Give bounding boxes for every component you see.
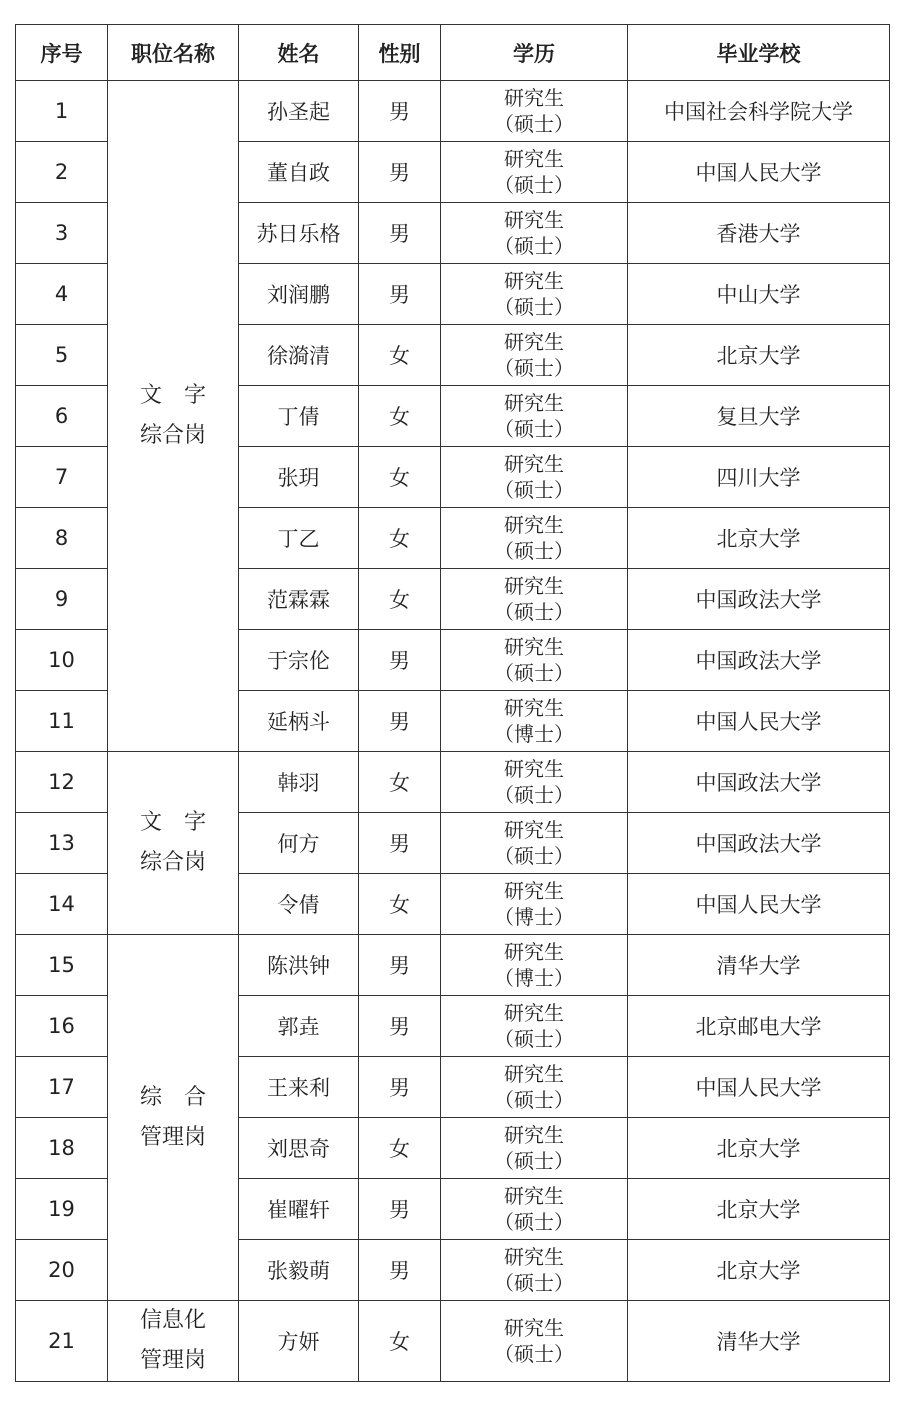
education-level: （硕士） (494, 1088, 574, 1112)
education-level: （硕士） (494, 234, 574, 258)
education-degree: 研究生 (504, 147, 564, 171)
header-index: 序号 (16, 25, 108, 81)
row-index: 16 (16, 996, 108, 1057)
position-line-1: 综 合 (139, 1084, 206, 1110)
education-level: （硕士） (494, 356, 574, 380)
table-row (16, 935, 890, 996)
row-education (441, 691, 628, 752)
row-name: 韩羽 (239, 752, 359, 813)
row-education (441, 1179, 628, 1240)
row-school: 中国人民大学 (628, 874, 890, 935)
row-index: 21 (16, 1301, 108, 1382)
row-gender: 女 (359, 447, 441, 508)
row-name: 丁乙 (239, 508, 359, 569)
row-school: 中国政法大学 (628, 569, 890, 630)
row-education (441, 81, 628, 142)
row-index: 8 (16, 508, 108, 569)
row-index: 20 (16, 1240, 108, 1301)
header-position: 职位名称 (108, 25, 239, 81)
education-degree: 研究生 (504, 635, 564, 659)
row-education (441, 325, 628, 386)
row-name: 何方 (239, 813, 359, 874)
row-education (441, 752, 628, 813)
education-degree: 研究生 (504, 1316, 564, 1340)
education-level: （硕士） (494, 417, 574, 441)
education-level: （硕士） (494, 173, 574, 197)
row-name: 刘思奇 (239, 1118, 359, 1179)
row-school: 中国人民大学 (628, 142, 890, 203)
position-line-1: 文 字 (139, 810, 206, 835)
education-degree: 研究生 (504, 513, 564, 537)
row-school: 中国政法大学 (628, 752, 890, 813)
table-row (16, 81, 890, 142)
table-header-row (16, 25, 890, 81)
row-index: 14 (16, 874, 108, 935)
row-school: 中国人民大学 (628, 1057, 890, 1118)
row-school: 清华大学 (628, 935, 890, 996)
row-index: 12 (16, 752, 108, 813)
row-school: 北京大学 (628, 508, 890, 569)
row-school: 中山大学 (628, 264, 890, 325)
education-degree: 研究生 (504, 940, 564, 964)
row-gender: 男 (359, 996, 441, 1057)
header-education: 学历 (441, 25, 628, 81)
row-name: 董自政 (239, 142, 359, 203)
row-gender: 女 (359, 874, 441, 935)
position-line-1: 文 字 (139, 383, 206, 408)
row-education (441, 569, 628, 630)
row-education (441, 1301, 628, 1382)
row-gender: 女 (359, 569, 441, 630)
row-index: 2 (16, 142, 108, 203)
row-education (441, 1240, 628, 1301)
education-degree: 研究生 (504, 879, 564, 903)
table-row (16, 752, 890, 813)
row-education (441, 386, 628, 447)
row-name: 徐漪清 (239, 325, 359, 386)
row-name: 令倩 (239, 874, 359, 935)
row-gender: 男 (359, 1240, 441, 1301)
row-gender: 男 (359, 813, 441, 874)
row-index: 11 (16, 691, 108, 752)
row-education (441, 508, 628, 569)
header-school: 毕业学校 (628, 25, 890, 81)
row-gender: 男 (359, 1179, 441, 1240)
education-level: （硕士） (494, 783, 574, 807)
row-name: 张毅萌 (239, 1240, 359, 1301)
position-line-1: 信息化 (139, 1308, 206, 1333)
row-name: 陈洪钟 (239, 935, 359, 996)
header-gender: 性别 (359, 25, 441, 81)
row-name: 刘润鹏 (239, 264, 359, 325)
row-school: 北京大学 (628, 1179, 890, 1240)
row-school: 北京大学 (628, 1240, 890, 1301)
row-name: 于宗伦 (239, 630, 359, 691)
row-name: 范霖霖 (239, 569, 359, 630)
row-school: 香港大学 (628, 203, 890, 264)
row-index: 18 (16, 1118, 108, 1179)
row-gender: 男 (359, 142, 441, 203)
row-education (441, 813, 628, 874)
row-gender: 女 (359, 752, 441, 813)
row-name: 郭垚 (239, 996, 359, 1057)
position-cell (108, 752, 239, 935)
row-education (441, 264, 628, 325)
education-level: （硕士） (494, 112, 574, 136)
education-level: （硕士） (494, 1027, 574, 1051)
staff-table (15, 24, 890, 1382)
header-name: 姓名 (239, 25, 359, 81)
row-school: 北京大学 (628, 325, 890, 386)
education-degree: 研究生 (504, 269, 564, 293)
education-level: （硕士） (494, 478, 574, 502)
position-cell (108, 81, 239, 752)
row-gender: 女 (359, 1118, 441, 1179)
row-index: 7 (16, 447, 108, 508)
row-school: 北京大学 (628, 1118, 890, 1179)
row-index: 19 (16, 1179, 108, 1240)
education-degree: 研究生 (504, 330, 564, 354)
education-degree: 研究生 (504, 391, 564, 415)
row-gender: 女 (359, 386, 441, 447)
row-name: 王来利 (239, 1057, 359, 1118)
table-row (16, 1301, 890, 1382)
education-level: （博士） (494, 722, 574, 746)
row-gender: 男 (359, 264, 441, 325)
row-index: 1 (16, 81, 108, 142)
row-gender: 女 (359, 1301, 441, 1382)
row-education (441, 1118, 628, 1179)
education-level: （硕士） (494, 600, 574, 624)
education-level: （硕士） (494, 539, 574, 563)
row-gender: 男 (359, 203, 441, 264)
row-index: 9 (16, 569, 108, 630)
position-cell (108, 1301, 239, 1382)
row-name: 崔曜轩 (239, 1179, 359, 1240)
education-level: （硕士） (494, 1210, 574, 1234)
row-education (441, 447, 628, 508)
row-name: 张玥 (239, 447, 359, 508)
row-gender: 男 (359, 935, 441, 996)
row-name: 方妍 (239, 1301, 359, 1382)
education-level: （博士） (494, 966, 574, 990)
row-index: 5 (16, 325, 108, 386)
row-gender: 男 (359, 1057, 441, 1118)
position-line-2: 管理岗 (139, 1124, 206, 1150)
position-line-2: 综合岗 (139, 423, 206, 448)
education-degree: 研究生 (504, 452, 564, 476)
row-gender: 男 (359, 630, 441, 691)
row-gender: 女 (359, 508, 441, 569)
row-education (441, 874, 628, 935)
row-index: 6 (16, 386, 108, 447)
position-cell (108, 935, 239, 1301)
row-education (441, 996, 628, 1057)
education-level: （硕士） (494, 661, 574, 685)
row-education (441, 630, 628, 691)
education-level: （硕士） (494, 295, 574, 319)
education-degree: 研究生 (504, 696, 564, 720)
row-school: 北京邮电大学 (628, 996, 890, 1057)
row-gender: 男 (359, 81, 441, 142)
row-school: 中国社会科学院大学 (628, 81, 890, 142)
row-index: 3 (16, 203, 108, 264)
row-index: 15 (16, 935, 108, 996)
education-level: （博士） (494, 905, 574, 929)
row-school: 复旦大学 (628, 386, 890, 447)
row-school: 清华大学 (628, 1301, 890, 1382)
education-degree: 研究生 (504, 1123, 564, 1147)
row-education (441, 203, 628, 264)
row-gender: 男 (359, 691, 441, 752)
row-index: 17 (16, 1057, 108, 1118)
row-education (441, 935, 628, 996)
row-school: 四川大学 (628, 447, 890, 508)
education-degree: 研究生 (504, 1245, 564, 1269)
education-degree: 研究生 (504, 574, 564, 598)
education-level: （硕士） (494, 1342, 574, 1366)
row-index: 13 (16, 813, 108, 874)
row-school: 中国政法大学 (628, 813, 890, 874)
education-degree: 研究生 (504, 86, 564, 110)
education-degree: 研究生 (504, 1062, 564, 1086)
row-education (441, 1057, 628, 1118)
table-body (16, 81, 890, 1382)
row-school: 中国人民大学 (628, 691, 890, 752)
row-index: 10 (16, 630, 108, 691)
education-degree: 研究生 (504, 818, 564, 842)
row-index: 4 (16, 264, 108, 325)
education-degree: 研究生 (504, 757, 564, 781)
row-education (441, 142, 628, 203)
education-degree: 研究生 (504, 208, 564, 232)
education-degree: 研究生 (504, 1001, 564, 1025)
row-name: 孙圣起 (239, 81, 359, 142)
row-school: 中国政法大学 (628, 630, 890, 691)
row-gender: 女 (359, 325, 441, 386)
education-level: （硕士） (494, 844, 574, 868)
education-level: （硕士） (494, 1271, 574, 1295)
position-line-2: 综合岗 (139, 850, 206, 875)
education-level: （硕士） (494, 1149, 574, 1173)
row-name: 苏日乐格 (239, 203, 359, 264)
position-line-2: 管理岗 (139, 1348, 206, 1373)
row-name: 丁倩 (239, 386, 359, 447)
education-degree: 研究生 (504, 1184, 564, 1208)
row-name: 延柄斗 (239, 691, 359, 752)
